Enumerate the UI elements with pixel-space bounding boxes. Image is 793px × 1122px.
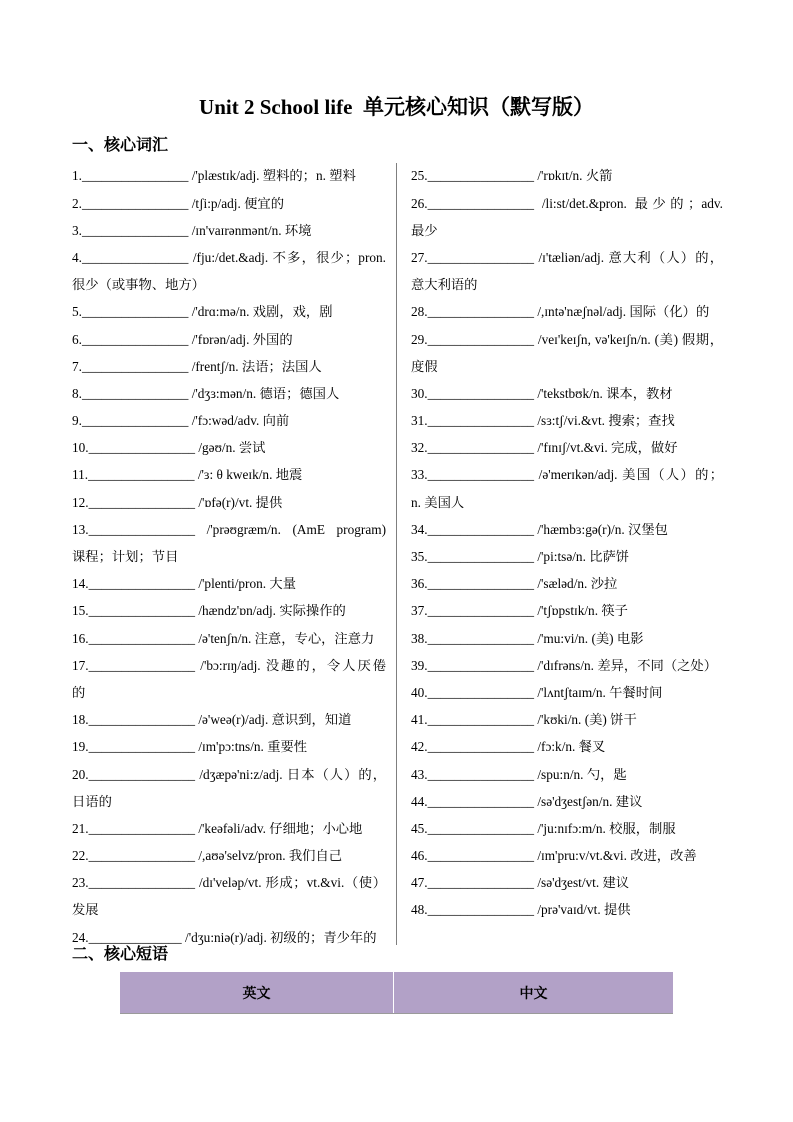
vocab-item <box>411 461 723 515</box>
item-definition: /tʃi:p/adj. 便宜的 <box>191 195 285 211</box>
item-definition: /fɔ:k/n. 餐叉 <box>537 739 606 755</box>
vocab-item-line <box>411 733 723 760</box>
item-number: 6. <box>72 331 82 347</box>
item-number: 14. <box>72 576 89 592</box>
vocab-item <box>411 815 723 842</box>
answer-blank: ________________ <box>427 739 534 755</box>
vocab-item-line <box>411 815 723 842</box>
vocab-item <box>72 244 386 298</box>
item-number: 1. <box>72 168 82 184</box>
vocab-item-line <box>411 625 723 652</box>
vocab-item-line <box>411 842 723 869</box>
item-number: 9. <box>72 413 82 429</box>
vocab-item-line <box>411 434 723 461</box>
answer-blank: ________________ <box>88 521 195 537</box>
item-definition-continued: 很少（或事物、地方） <box>72 277 205 293</box>
vocab-item-line <box>411 597 723 624</box>
answer-blank: ________________ <box>88 712 195 728</box>
answer-blank: ________________ <box>427 168 534 184</box>
answer-blank: ________________ <box>427 304 534 320</box>
vocab-item <box>72 570 386 597</box>
vocab-item-line <box>72 190 386 217</box>
item-number: 13. <box>72 521 89 537</box>
vocab-item <box>411 407 723 434</box>
item-definition-continued: 最少 <box>411 222 438 238</box>
vocab-item-line <box>411 461 723 488</box>
answer-blank: ________________ <box>427 603 534 619</box>
item-definition: /'keəfəli/adv. 仔细地；小心地 <box>198 820 363 836</box>
answer-blank: ________________ <box>427 793 534 809</box>
answer-blank: ________________ <box>427 331 534 347</box>
answer-blank: ________________ <box>88 657 195 673</box>
vocab-item <box>72 815 386 842</box>
vocab-item <box>72 217 386 244</box>
answer-blank: ________________ <box>427 385 534 401</box>
vocab-item-line <box>72 244 386 271</box>
item-number: 17. <box>72 657 89 673</box>
vocab-item <box>411 434 723 461</box>
item-number: 44. <box>411 793 428 809</box>
item-definition: /ə'weə(r)/adj. 意识到，知道 <box>198 712 352 728</box>
item-number: 46. <box>411 848 428 864</box>
vocab-item <box>72 842 386 869</box>
answer-blank: ________________ <box>88 848 195 864</box>
vocab-item <box>411 516 723 543</box>
item-definition: /'lʌntʃtaɪm/n. 午餐时间 <box>537 684 663 700</box>
vocab-item <box>411 733 723 760</box>
vocab-item <box>411 842 723 869</box>
vocab-item-line <box>411 162 723 189</box>
item-definition-continued: 的 <box>72 684 86 700</box>
item-definition: /'mu:vi/n. (美) 电影 <box>537 630 644 646</box>
item-definition-continued: 日语的 <box>72 793 112 809</box>
vocab-item-line <box>72 217 386 244</box>
vocab-item <box>72 625 386 652</box>
item-definition: /fju:/det.&adj. 不多，很少；pron. <box>192 249 386 265</box>
answer-blank: ________________ <box>81 413 189 429</box>
vocab-item-line <box>411 652 723 679</box>
vocab-item <box>411 244 723 298</box>
item-definition-continued: 意大利语的 <box>411 277 478 293</box>
answer-blank: ________________ <box>427 766 534 782</box>
item-number: 21. <box>72 820 89 836</box>
item-number: 3. <box>72 222 82 238</box>
item-number: 29. <box>411 331 428 347</box>
item-definition: /'dɪfrəns/n. 差异，不同（之处） <box>537 657 718 673</box>
section-heading-phrases: 二、核心短语 <box>72 946 169 963</box>
vocab-item <box>72 461 386 488</box>
item-definition: /ɪm'pɔ:tns/n. 重要性 <box>198 739 308 755</box>
vocab-item <box>72 489 386 516</box>
item-number: 33. <box>411 467 428 483</box>
item-number: 24. <box>72 929 89 945</box>
vocab-item <box>72 162 386 189</box>
vocab-item <box>411 162 723 189</box>
answer-blank: ________________ <box>427 249 534 265</box>
vocab-item-line <box>411 244 723 271</box>
vocab-item-line <box>72 461 386 488</box>
item-definition: /li:st/det.&pron. 最少的；adv. <box>541 195 723 211</box>
answer-blank: ________________ <box>427 848 534 864</box>
answer-blank: ________________ <box>427 657 534 673</box>
answer-blank: ________________ <box>81 358 189 374</box>
vocab-item-line <box>411 407 723 434</box>
phrase-table-header <box>120 972 673 1014</box>
item-number: 12. <box>72 494 89 510</box>
vocab-item-line <box>411 570 723 597</box>
item-definition: /ə'tenʃn/n. 注意，专心，注意力 <box>198 630 375 646</box>
item-definition: /'fɔ:wəd/adv. 向前 <box>191 413 290 429</box>
vocab-item <box>72 869 386 923</box>
item-definition: /,ɪntə'næʃnəl/adj. 国际（化）的 <box>537 304 710 320</box>
vocab-item-line <box>72 706 386 733</box>
vocab-item-line <box>411 788 723 815</box>
vocab-item-line <box>411 190 723 217</box>
vocab-item-line <box>72 570 386 597</box>
item-number: 26. <box>411 195 428 211</box>
answer-blank: ________________ <box>88 440 195 456</box>
item-number: 31. <box>411 413 428 429</box>
item-definition-continued: n. 美国人 <box>411 494 465 510</box>
vocab-item-line <box>72 842 386 869</box>
answer-blank: ________________ <box>427 875 534 891</box>
item-number: 32. <box>411 440 428 456</box>
vocab-item <box>411 706 723 733</box>
answer-blank: ________________ <box>88 467 195 483</box>
answer-blank: ________________ <box>427 902 534 918</box>
item-definition-continued: 课程；计划；节目 <box>72 549 179 565</box>
item-number: 10. <box>72 440 89 456</box>
item-number: 28. <box>411 304 428 320</box>
answer-blank: ________________ <box>81 168 189 184</box>
answer-blank: ________________ <box>81 222 189 238</box>
vocab-item <box>72 516 386 570</box>
answer-blank: ________________ <box>81 304 189 320</box>
item-number: 18. <box>72 712 89 728</box>
item-number: 16. <box>72 630 89 646</box>
vocab-item-line <box>411 706 723 733</box>
answer-blank: ________________ <box>427 521 534 537</box>
vocab-item <box>411 190 723 244</box>
item-definition: /spu:n/n. 勺，匙 <box>537 766 627 782</box>
item-definition: /gəʊ/n. 尝试 <box>198 440 266 456</box>
vocab-item-line <box>411 380 723 407</box>
item-definition: /'tʃɒpstɪk/n. 筷子 <box>537 603 628 619</box>
vocab-item-line <box>411 543 723 570</box>
item-number: 8. <box>72 385 82 401</box>
vocab-item-line <box>411 298 723 325</box>
vocab-column-left <box>72 162 386 950</box>
item-definition: /'ɒfə(r)/vt. 提供 <box>198 494 283 510</box>
answer-blank: ________________ <box>427 413 534 429</box>
answer-blank: ________________ <box>81 195 189 211</box>
table-header-chinese: 中文 <box>519 986 548 1002</box>
item-number: 23. <box>72 875 89 891</box>
vocab-item-line <box>72 597 386 624</box>
item-number: 41. <box>411 712 428 728</box>
vocab-item <box>72 706 386 733</box>
item-definition: /'plenti/pron. 大量 <box>198 576 297 592</box>
vocab-item <box>72 380 386 407</box>
item-number: 45. <box>411 820 428 836</box>
item-definition: /sə'dʒest/vt. 建议 <box>537 875 630 891</box>
vocab-item-line <box>72 625 386 652</box>
item-number: 27. <box>411 249 428 265</box>
item-number: 20. <box>72 766 89 782</box>
answer-blank: ________________ <box>427 820 534 836</box>
vocab-item-line <box>72 353 386 380</box>
answer-blank: ________________ <box>88 820 195 836</box>
item-definition: /'ɜ: θ kweɪk/n. 地震 <box>197 467 303 483</box>
answer-blank: ________________ <box>427 195 534 211</box>
item-definition: /'drɑ:mə/n. 戏剧，戏，剧 <box>191 304 333 320</box>
vocab-item-line <box>72 380 386 407</box>
item-number: 22. <box>72 848 89 864</box>
answer-blank: ________________ <box>427 549 534 565</box>
item-definition: /'tekstbʊk/n. 课本，教材 <box>537 385 673 401</box>
vocab-item <box>411 326 723 380</box>
item-definition: /dɪ'veləp/vt. 形成；vt.&vi.（使） <box>198 875 386 891</box>
answer-blank: ________________ <box>88 576 195 592</box>
vocab-item-line <box>411 679 723 706</box>
item-definition: /'bɔ:rɪŋ/adj. 没趣的，令人厌倦 <box>200 657 386 673</box>
vocab-item-line <box>411 869 723 896</box>
vocab-item <box>72 733 386 760</box>
vocab-item <box>411 380 723 407</box>
answer-blank: ________________ <box>427 712 534 728</box>
vocab-item-line <box>72 652 386 679</box>
item-definition: /dʒæpə'ni:z/adj. 日本（人）的， <box>199 766 386 782</box>
vocab-item-line <box>411 761 723 788</box>
answer-blank: ________________ <box>88 603 195 619</box>
vocab-item <box>411 869 723 896</box>
vocab-item-line <box>72 298 386 325</box>
item-number: 39. <box>411 657 428 673</box>
item-definition: /'hæmbɜ:gə(r)/n. 汉堡包 <box>537 521 668 537</box>
item-definition: /'kʊki/n. (美) 饼干 <box>537 712 637 728</box>
item-number: 15. <box>72 603 89 619</box>
item-definition-continued: 度假 <box>411 358 438 374</box>
answer-blank: ________________ <box>88 739 195 755</box>
item-number: 25. <box>411 168 428 184</box>
vocab-item <box>411 896 723 923</box>
vocab-item <box>411 298 723 325</box>
item-number: 30. <box>411 385 428 401</box>
item-number: 7. <box>72 358 82 374</box>
answer-blank: ________________ <box>81 331 189 347</box>
item-definition: /frentʃ/n. 法语；法国人 <box>191 358 322 374</box>
item-definition: /'rɒkɪt/n. 火箭 <box>537 168 613 184</box>
vocab-item <box>411 761 723 788</box>
vocab-item <box>72 597 386 624</box>
vocab-item-line <box>72 815 386 842</box>
vocab-item-line <box>72 761 386 788</box>
vocab-item <box>411 652 723 679</box>
vocab-item <box>72 761 386 815</box>
item-number: 42. <box>411 739 428 755</box>
item-definition: /,aʊə'selvz/pron. 我们自己 <box>198 848 343 864</box>
item-number: 48. <box>411 902 428 918</box>
vocab-item <box>72 652 386 706</box>
vocab-item-line <box>411 896 723 923</box>
vocab-item-line <box>411 516 723 543</box>
vocab-item-line <box>72 407 386 434</box>
item-number: 4. <box>72 249 82 265</box>
answer-blank: ________________ <box>88 494 195 510</box>
answer-blank: ______________ <box>88 929 182 945</box>
vocab-item <box>72 353 386 380</box>
item-number: 5. <box>72 304 82 320</box>
answer-blank: ________________ <box>81 385 189 401</box>
vocab-column-right <box>411 162 723 923</box>
answer-blank: ________________ <box>427 630 534 646</box>
vocab-item-line <box>72 326 386 353</box>
answer-blank: ________________ <box>427 440 534 456</box>
item-definition: /sɜ:tʃ/vi.&vt. 搜索；查找 <box>537 413 675 429</box>
vocab-item-line <box>72 516 386 543</box>
item-number: 11. <box>72 467 89 483</box>
item-definition: /'fɒrən/adj. 外国的 <box>191 331 293 347</box>
vocab-item <box>411 597 723 624</box>
vocab-item-line <box>72 434 386 461</box>
answer-blank: ________________ <box>81 249 189 265</box>
vocab-item <box>411 625 723 652</box>
item-number: 19. <box>72 739 89 755</box>
item-definition: /ə'merɪkən/adj. 美国（人）的； <box>538 467 723 483</box>
answer-blank: ________________ <box>427 467 534 483</box>
item-definition: /'plæstɪk/adj. 塑料的；n. 塑料 <box>191 168 356 184</box>
item-definition: /prə'vaɪd/vt. 提供 <box>537 902 631 918</box>
item-definition: /hændz'ɒn/adj. 实际操作的 <box>198 603 346 619</box>
item-definition: /'dʒu:niə(r)/adj. 初级的；青少年的 <box>185 929 377 945</box>
vocab-item <box>411 788 723 815</box>
column-divider <box>396 163 397 945</box>
item-number: 2. <box>72 195 82 211</box>
item-number: 43. <box>411 766 428 782</box>
section-heading-vocabulary: 一、核心词汇 <box>72 137 169 154</box>
answer-blank: ________________ <box>88 766 195 782</box>
item-definition: /ɪn'vaɪrənmənt/n. 环境 <box>191 222 312 238</box>
item-number: 36. <box>411 576 428 592</box>
item-definition: /veɪ'keɪʃn, və'keɪʃn/n. (美) 假期， <box>537 331 723 347</box>
item-definition: /sə'dʒestʃən/n. 建议 <box>537 793 643 809</box>
item-definition: /'pi:tsə/n. 比萨饼 <box>537 549 630 565</box>
item-number: 37. <box>411 603 428 619</box>
vocab-item <box>72 190 386 217</box>
page-title: Unit 2 School life 单元核心知识（默写版） <box>199 95 594 119</box>
item-number: 34. <box>411 521 428 537</box>
vocab-item <box>411 543 723 570</box>
answer-blank: ________________ <box>88 630 195 646</box>
vocab-item <box>72 434 386 461</box>
item-definition: /ɪm'pru:v/vt.&vi. 改进，改善 <box>537 848 697 864</box>
vocab-item-line <box>72 489 386 516</box>
table-header-english: 英文 <box>120 972 394 1013</box>
vocab-item <box>72 326 386 353</box>
vocab-item-line <box>72 162 386 189</box>
answer-blank: ________________ <box>88 875 195 891</box>
item-definition: /'dʒɜ:mən/n. 德语；德国人 <box>191 385 340 401</box>
item-definition: /ɪ'tæliən/adj. 意大利（人）的， <box>538 249 723 265</box>
item-definition-continued: 发展 <box>72 902 99 918</box>
vocab-item <box>411 679 723 706</box>
vocab-item <box>411 570 723 597</box>
vocab-item-line <box>72 869 386 896</box>
item-number: 47. <box>411 875 428 891</box>
item-definition: /'fɪnɪʃ/vt.&vi. 完成，做好 <box>537 440 678 456</box>
answer-blank: ________________ <box>427 684 534 700</box>
vocab-item-line <box>411 326 723 353</box>
item-definition: /'sæləd/n. 沙拉 <box>537 576 618 592</box>
item-number: 40. <box>411 684 428 700</box>
item-number: 38. <box>411 630 428 646</box>
item-definition: /'ju:nɪfɔ:m/n. 校服，制服 <box>537 820 676 836</box>
vocab-item <box>72 407 386 434</box>
vocab-item <box>72 298 386 325</box>
answer-blank: ________________ <box>427 576 534 592</box>
vocab-item-line <box>72 733 386 760</box>
item-number: 35. <box>411 549 428 565</box>
item-definition: /'prəʊgræm/n. (AmE program) <box>206 521 386 537</box>
